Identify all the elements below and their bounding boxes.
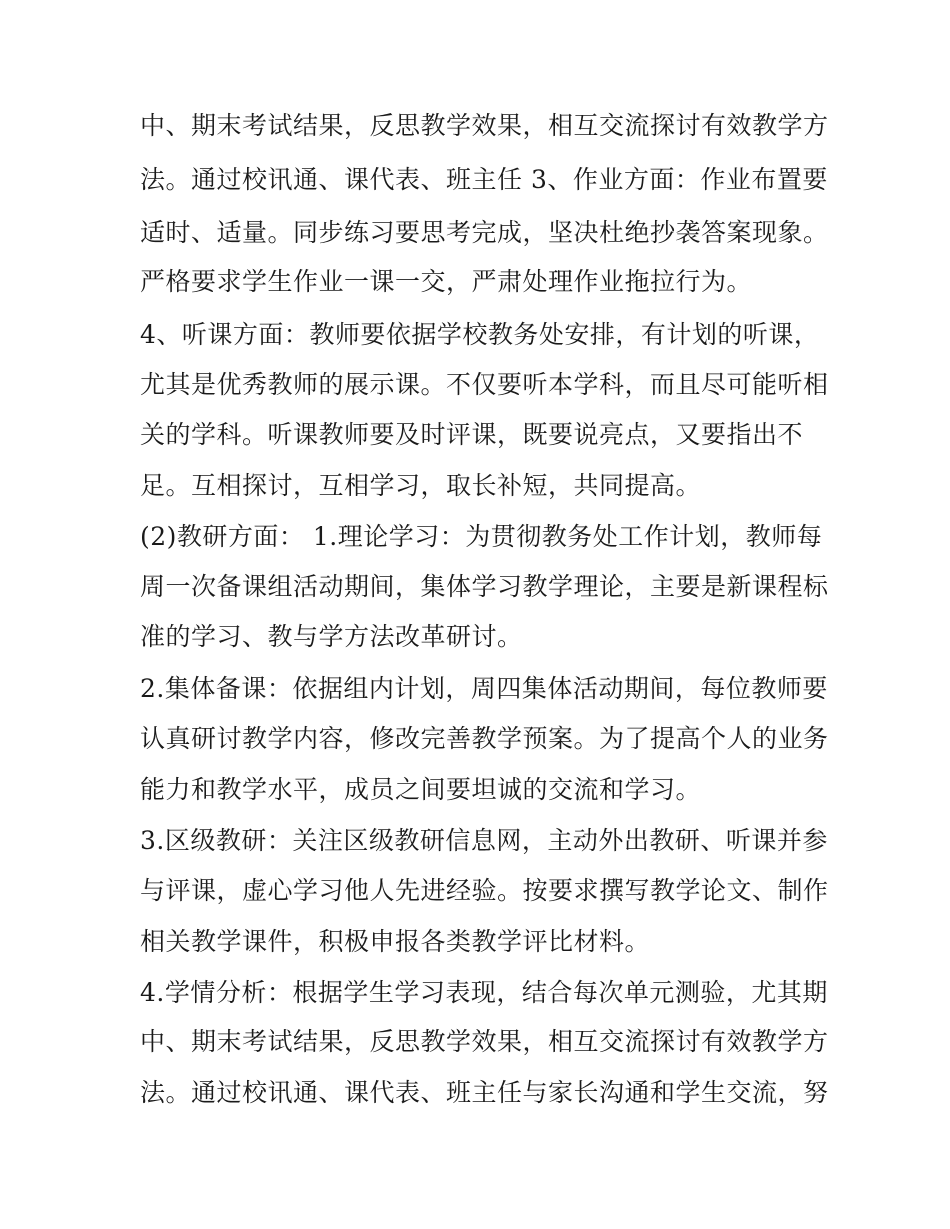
text-line-17: 相关教学课件，积极申报各类教学评比材料。	[140, 927, 651, 956]
text-line-11: 准的学习、教与学方法改革研讨。	[140, 622, 523, 651]
text-line-14: 能力和教学水平，成员之间要坦诚的交流和学习。	[140, 775, 702, 804]
text-line-5: 4、听课方面：教师要依据学校教务处安排，有计划的听课，	[140, 320, 820, 349]
text-line-4: 严格要求学生作业一课一交，严肃处理作业拖拉行为。	[140, 267, 753, 296]
text-line-19: 中、期末考试结果，反思教学效果，相互交流探讨有效教学方	[140, 1027, 829, 1056]
text-line-10: 周一次备课组活动期间，集体学习教学理论，主要是新课程标	[140, 572, 829, 601]
text-line-16: 与评课，虚心学习他人先进经验。按要求撰写教学论文、制作	[140, 876, 829, 905]
text-line-7: 关的学科。听课教师要及时评课，既要说亮点，又要指出不	[140, 420, 804, 449]
text-line-6: 尤其是优秀教师的展示课。不仅要听本学科，而且尽可能听相	[140, 370, 829, 399]
text-line-15: 3.区级教研：关注区级教研信息网，主动外出教研、听课并参	[140, 826, 828, 855]
text-line-13: 认真研讨教学内容，修改完善教学预案。为了提高个人的业务	[140, 724, 829, 753]
text-line-18: 4.学情分析：根据学生学习表现，结合每次单元测验，尤其期	[140, 978, 828, 1007]
text-line-12: 2.集体备课：依据组内计划，周四集体活动期间，每位教师要	[140, 674, 828, 703]
text-line-1: 中、期末考试结果，反思教学效果，相互交流探讨有效教学方	[140, 111, 829, 140]
text-line-3: 适时、适量。同步练习要思考完成，坚决杜绝抄袭答案现象。	[140, 218, 829, 247]
text-line-20: 法。通过校讯通、课代表、班主任与家长沟通和学生交流，努	[140, 1078, 829, 1107]
text-line-8: 足。互相探讨，互相学习，取长补短，共同提高。	[140, 471, 702, 500]
text-line-2: 法。通过校讯通、课代表、班主任 3、作业方面：作业布置要	[140, 165, 828, 194]
text-line-9: (2)教研方面： 1.理论学习：为贯彻教务处工作计划，教师每	[140, 522, 823, 551]
